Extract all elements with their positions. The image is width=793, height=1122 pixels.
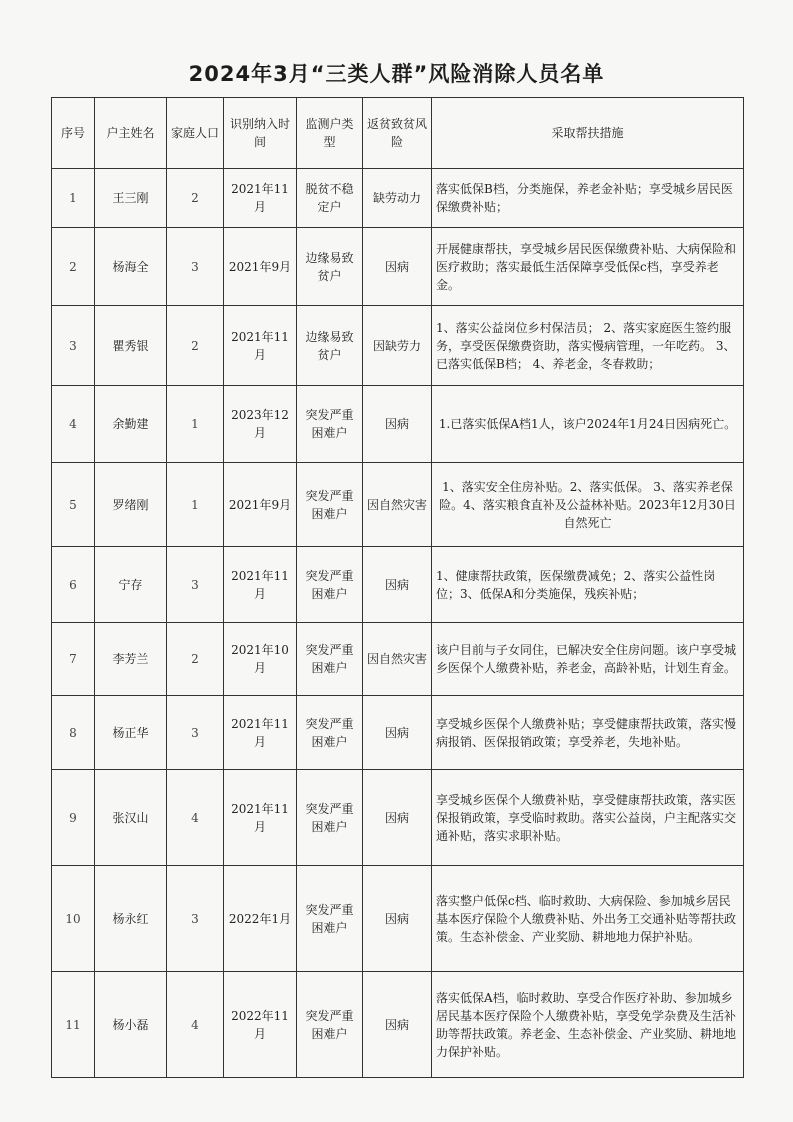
table-row — [52, 169, 744, 228]
row-risk: 因病 — [363, 228, 432, 306]
row-measures: 1、落实安全住房补贴。2、落实低保。 3、落实养老保险。4、落实粮食直补及公益林补贴。2023年12月30日自然死亡 — [432, 463, 744, 547]
header-name: 户主姓名 — [95, 98, 167, 169]
row-date: 2021年9月 — [224, 463, 297, 547]
row-no: 2 — [52, 228, 95, 306]
row-type: 突发严重困难户 — [297, 623, 363, 696]
header-family: 家庭人口 — [167, 98, 224, 169]
row-name: 张汉山 — [95, 770, 167, 866]
row-measures: 享受城乡医保个人缴费补贴，享受健康帮扶政策，落实医保报销政策，享受临时救助。落实公益岗，户主配落实交通补贴，落实求职补贴。 — [432, 770, 744, 866]
row-name: 杨永红 — [95, 866, 167, 972]
row-no: 6 — [52, 547, 95, 623]
header-risk: 返贫致贫风险 — [363, 98, 432, 169]
row-date: 2021年9月 — [224, 228, 297, 306]
row-name: 杨正华 — [95, 696, 167, 770]
row-date: 2021年11月 — [224, 696, 297, 770]
row-name: 李芳兰 — [95, 623, 167, 696]
header-measures: 采取帮扶措施 — [432, 98, 744, 169]
row-measures: 落实低保A档，临时救助、享受合作医疗补助、参加城乡居民基本医疗保险个人缴费补贴，享受免学杂费及生活补助等帮扶政策。养老金、生态补偿金、产业奖励、耕地地力保护补贴。 — [432, 972, 744, 1078]
row-date: 2021年10月 — [224, 623, 297, 696]
row-type: 突发严重困难户 — [297, 770, 363, 866]
table-row — [52, 228, 744, 306]
row-family: 4 — [167, 770, 224, 866]
row-type: 边缘易致贫户 — [297, 228, 363, 306]
table-row — [52, 866, 744, 972]
row-type: 突发严重困难户 — [297, 696, 363, 770]
roster-table — [51, 97, 744, 1078]
row-type: 突发严重困难户 — [297, 972, 363, 1078]
row-family: 2 — [167, 169, 224, 228]
row-risk: 因病 — [363, 866, 432, 972]
table-row — [52, 972, 744, 1078]
row-type: 突发严重困难户 — [297, 547, 363, 623]
row-no: 1 — [52, 169, 95, 228]
row-type: 突发严重困难户 — [297, 463, 363, 547]
row-family: 3 — [167, 866, 224, 972]
row-measures: 落实低保B档，分类施保，养老金补贴；享受城乡居民医保缴费补贴； — [432, 169, 744, 228]
row-no: 8 — [52, 696, 95, 770]
header-no: 序号 — [52, 98, 95, 169]
row-date: 2022年11月 — [224, 972, 297, 1078]
row-no: 3 — [52, 306, 95, 386]
header-row — [52, 98, 744, 169]
row-risk: 因病 — [363, 386, 432, 463]
row-no: 11 — [52, 972, 95, 1078]
row-no: 5 — [52, 463, 95, 547]
row-measures: 1、健康帮扶政策，医保缴费减免；2、落实公益性岗位；3、低保A和分类施保，残疾补贴； — [432, 547, 744, 623]
row-family: 2 — [167, 623, 224, 696]
table-row — [52, 386, 744, 463]
row-no: 9 — [52, 770, 95, 866]
row-risk: 因病 — [363, 770, 432, 866]
row-type: 脱贫不稳定户 — [297, 169, 363, 228]
table-row — [52, 696, 744, 770]
row-risk: 因自然灾害 — [363, 623, 432, 696]
row-family: 1 — [167, 463, 224, 547]
row-name: 罗绪刚 — [95, 463, 167, 547]
row-risk: 因自然灾害 — [363, 463, 432, 547]
row-family: 3 — [167, 547, 224, 623]
row-no: 4 — [52, 386, 95, 463]
row-name: 瞿秀银 — [95, 306, 167, 386]
row-no: 10 — [52, 866, 95, 972]
row-risk: 因缺劳力 — [363, 306, 432, 386]
header-date: 识别纳入时间 — [224, 98, 297, 169]
row-family: 3 — [167, 696, 224, 770]
row-name: 王三刚 — [95, 169, 167, 228]
row-date: 2021年11月 — [224, 306, 297, 386]
row-risk: 因病 — [363, 696, 432, 770]
row-date: 2022年1月 — [224, 866, 297, 972]
row-family: 1 — [167, 386, 224, 463]
row-date: 2021年11月 — [224, 547, 297, 623]
row-measures: 1、落实公益岗位乡村保洁员； 2、落实家庭医生签约服务，享受医保缴费资助，落实慢病管理，一年吃药。 3、已落实低保B档； 4、养老金，冬春救助； — [432, 306, 744, 386]
row-measures: 该户目前与子女同住，已解决安全住房问题。该户享受城乡医保个人缴费补贴，养老金，高龄补贴，计划生育金。 — [432, 623, 744, 696]
row-name: 余勤建 — [95, 386, 167, 463]
row-measures: 1.已落实低保A档1人，该户2024年1月24日因病死亡。 — [432, 386, 744, 463]
row-date: 2021年11月 — [224, 169, 297, 228]
header-type: 监测户类型 — [297, 98, 363, 169]
row-type: 突发严重困难户 — [297, 386, 363, 463]
row-type: 边缘易致贫户 — [297, 306, 363, 386]
row-measures: 开展健康帮扶，享受城乡居民医保缴费补贴、大病保险和医疗救助；落实最低生活保障享受低保c档，享受养老金。 — [432, 228, 744, 306]
row-risk: 因病 — [363, 547, 432, 623]
table-row — [52, 306, 744, 386]
table-row — [52, 770, 744, 866]
page-title: 2024年3月“三类人群”风险消除人员名单 — [188, 62, 605, 86]
row-name: 宁存 — [95, 547, 167, 623]
row-risk: 因病 — [363, 972, 432, 1078]
row-family: 2 — [167, 306, 224, 386]
row-no: 7 — [52, 623, 95, 696]
row-name: 杨小磊 — [95, 972, 167, 1078]
table-row — [52, 547, 744, 623]
table-row — [52, 623, 744, 696]
row-family: 4 — [167, 972, 224, 1078]
row-date: 2023年12月 — [224, 386, 297, 463]
row-measures: 落实整户低保c档、临时救助、大病保险、参加城乡居民基本医疗保险个人缴费补贴、外出务工交通补贴等帮扶政策。生态补偿金、产业奖励、耕地地力保护补贴。 — [432, 866, 744, 972]
row-type: 突发严重困难户 — [297, 866, 363, 972]
row-name: 杨海全 — [95, 228, 167, 306]
row-date: 2021年11月 — [224, 770, 297, 866]
row-measures: 享受城乡医保个人缴费补贴；享受健康帮扶政策，落实慢病报销、医保报销政策；享受养老，失地补贴。 — [432, 696, 744, 770]
row-risk: 缺劳动力 — [363, 169, 432, 228]
table-row — [52, 463, 744, 547]
row-family: 3 — [167, 228, 224, 306]
